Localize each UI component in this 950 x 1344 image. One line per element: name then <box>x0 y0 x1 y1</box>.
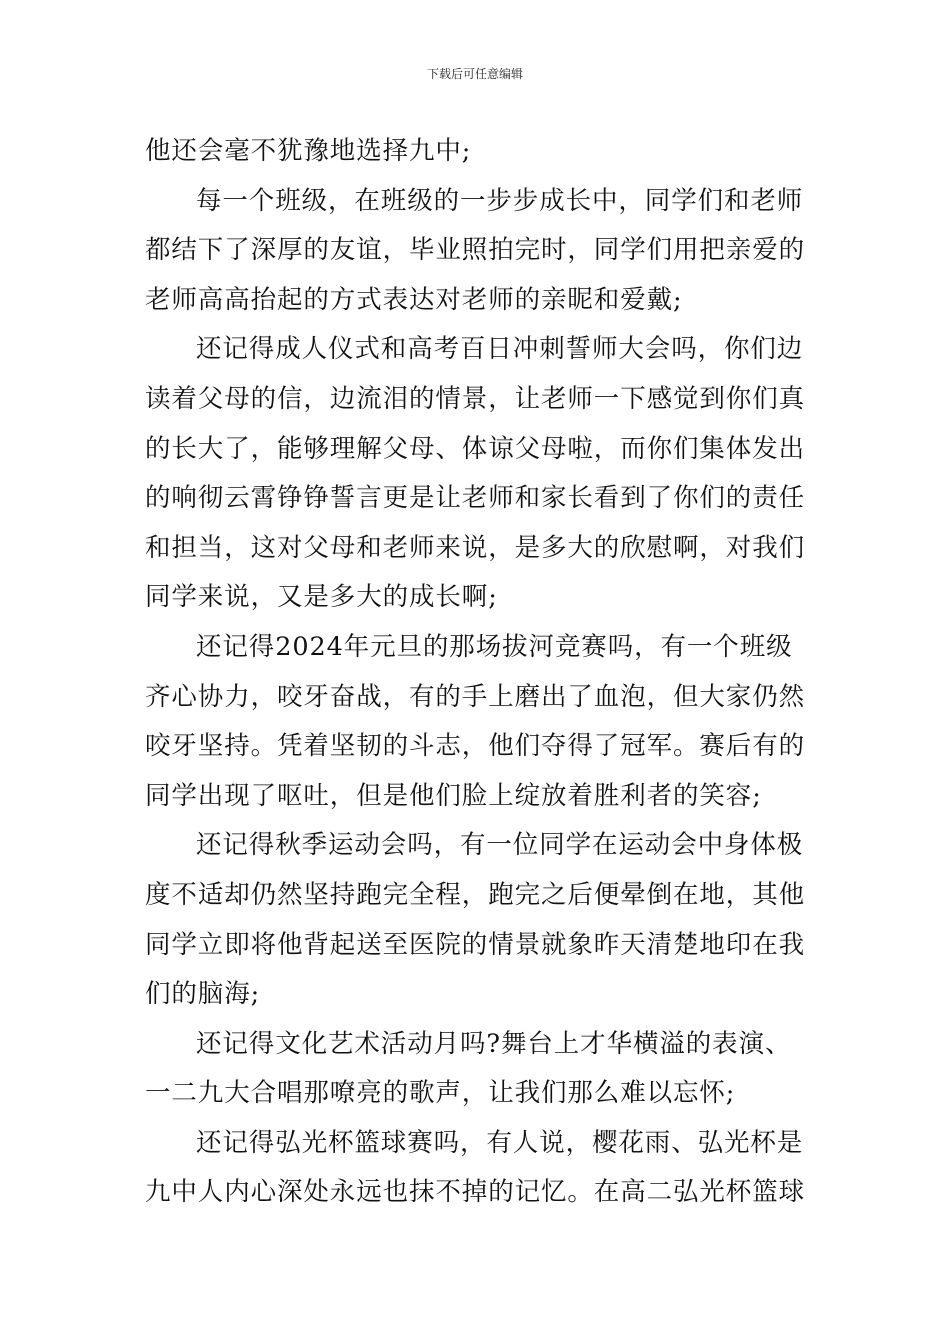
paragraph-1: 他还会毫不犹豫地选择九中; <box>145 136 472 166</box>
page-header: 下载后可任意编辑 <box>426 67 523 81</box>
paragraph-2: 每一个班级，在班级的一步步成长中，同学们和老师都结下了深厚的友谊，毕业照拍完时，同学们用把亲爱的老师高高抬起的方式表达对老师的亲昵和爱戴; <box>145 185 806 315</box>
paragraph-7: 还记得弘光杯篮球赛吗，有人说，樱花雨、弘光杯是九中人内心深处永远也抹不掉的记忆。在高二弘光杯篮球 <box>145 1127 806 1208</box>
paragraph-5: 还记得秋季运动会吗，有一位同学在运动会中身体极度不适却仍然坚持跑完全程，跑完之后便晕倒在地，其他同学立即将他背起送至医院的情景就象昨天清楚地印在我们的脑海; <box>145 830 806 1010</box>
paragraph-3: 还记得成人仪式和高考百日冲刺誓师大会吗，你们边读着父母的信，边流泪的情景，让老师一下感觉到你们真的长大了，能够理解父母、体谅父母啦，而你们集体发出的响彻云霄铮铮誓言更是让老师和家长看到了你们的责任和担当，这对父母和老师来说，是多大的欣慰啊，对我们同学来说，又是多大的成长啊; <box>145 334 806 613</box>
document-body <box>145 127 807 1218</box>
paragraph-4: 还记得2024年元旦的那场拔河竞赛吗，有一个班级齐心协力，咬牙奋战，有的手上磨出了血泡，但大家仍然咬牙坚持。凭着坚韧的斗志，他们夺得了冠军。赛后有的同学出现了呕吐，但是他们脸上绽放着胜利者的笑容; <box>145 631 806 811</box>
paragraph-6: 还记得文化艺术活动月吗?舞台上才华横溢的表演、一二九大合唱那嘹亮的歌声，让我们那么难以忘怀; <box>145 1028 792 1109</box>
